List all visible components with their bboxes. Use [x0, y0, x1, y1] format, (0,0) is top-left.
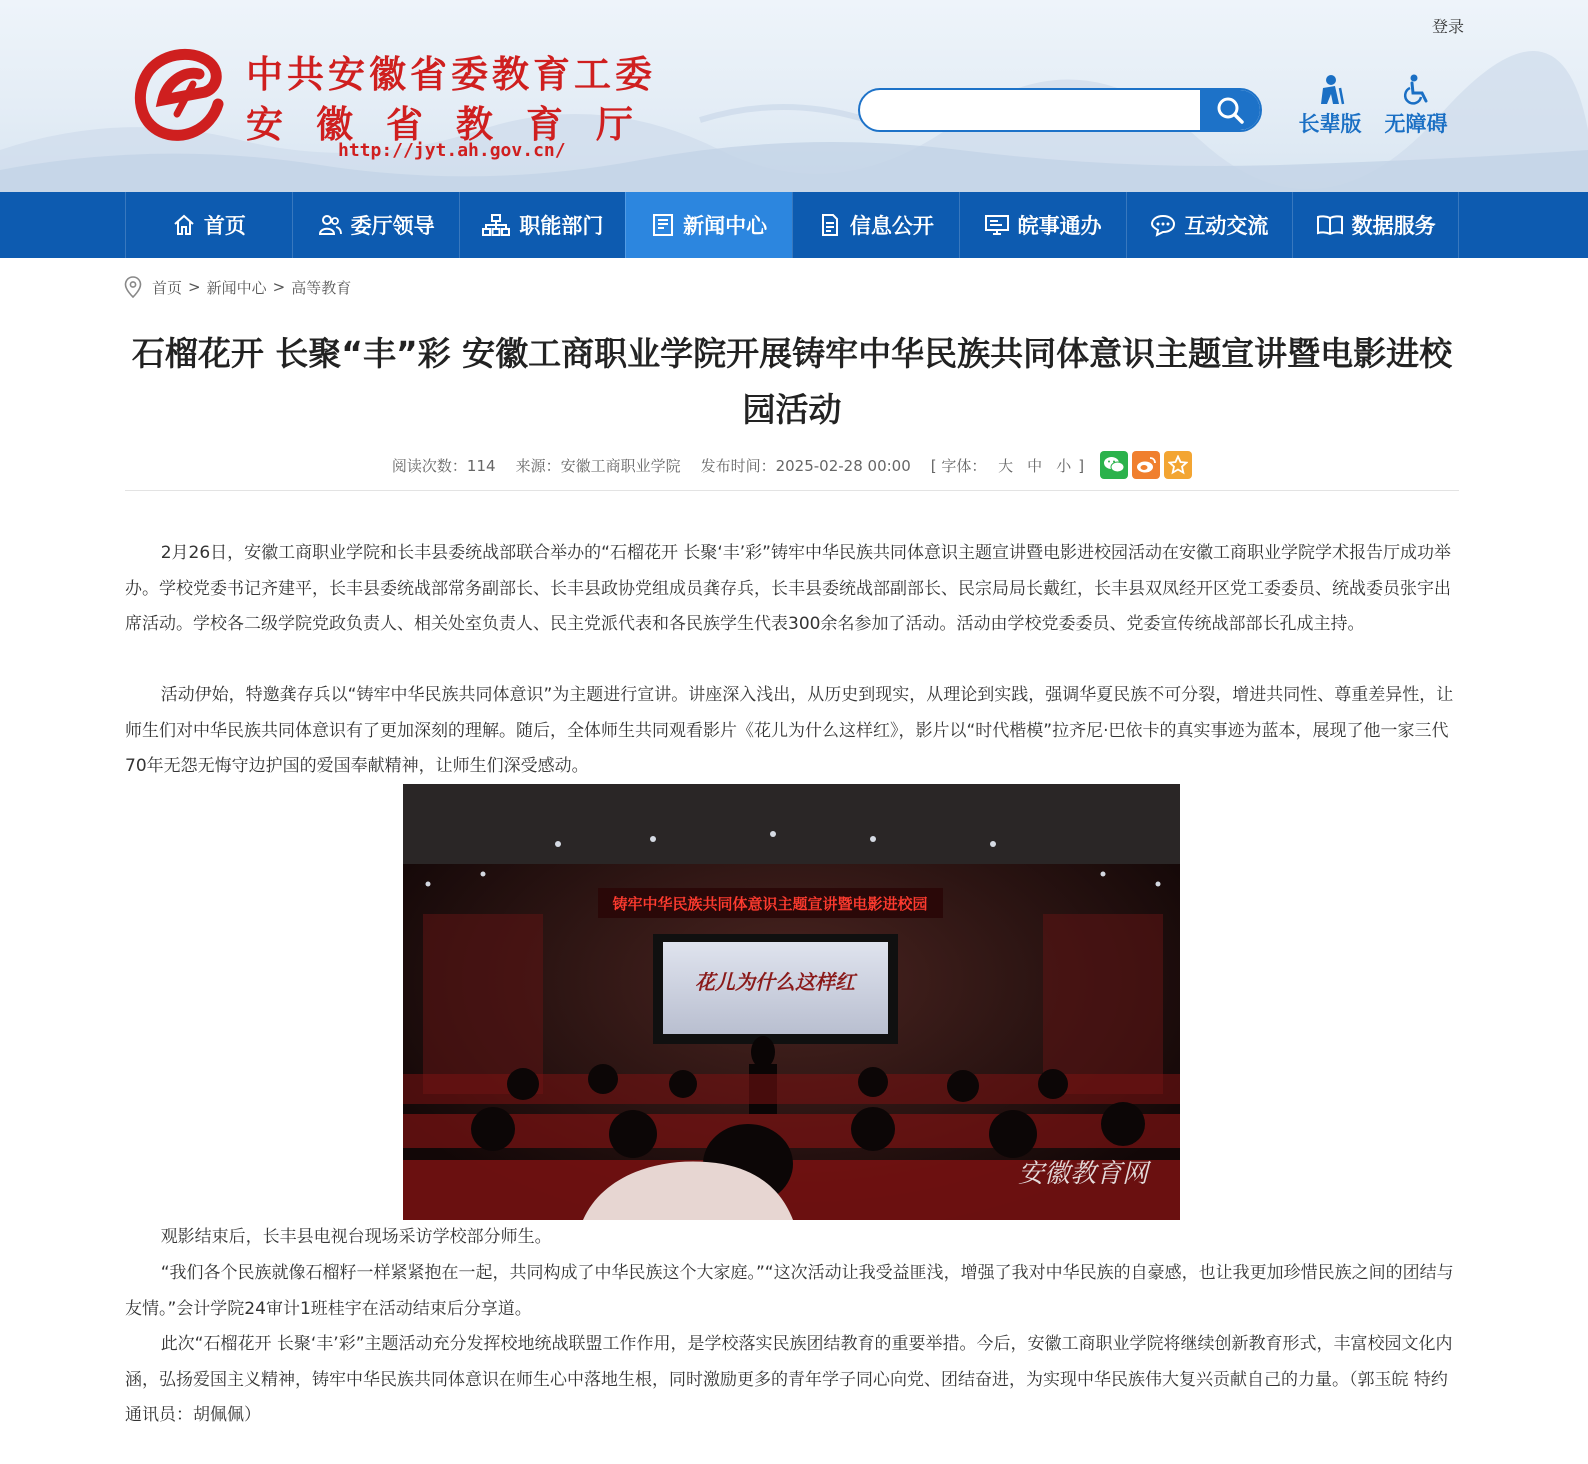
- breadcrumb-higher-education[interactable]: 高等教育: [291, 278, 352, 297]
- article-paragraph-4: “我们各个民族就像石榴籽一样紧紧抱在一起，共同构成了中华民族这个大家庭。”“这次活动让我受益匪浅，增强了我对中华民族的自豪感，也让我更加珍惜民族之间的团结与友情。”会计学院24审计1班桂宇在活动结束后分享道。: [125, 1263, 1454, 1319]
- breadcrumb: [124, 276, 351, 298]
- favorite-button[interactable]: [1164, 451, 1192, 479]
- nav-label: 皖事通办: [1017, 214, 1102, 238]
- people-icon: [317, 213, 343, 237]
- article-meta: [125, 450, 1459, 480]
- article-paragraph-5: 此次“石榴花开 长聚‘丰’彩”主题活动充分发挥校地统战联盟工作作用，是学校落实民族团结教育的重要举措。今后，安徽工商职业学院将继续创新教育形式，丰富校园文化内涵，弘扬爱国主义精神，铸牢中华民族共同体意识在师生心中落地生根，同时激励更多的青年学子同心向党、团结奋进，为实现中华民族伟大复兴贡献自己的力量。（郭玉皖 特约通讯员：胡佩佩）: [125, 1334, 1453, 1426]
- logo-title-department: 安徽省教育厅: [246, 102, 666, 146]
- article-source: 来源：安徽工商职业学院: [515, 456, 681, 475]
- elder-mode-button[interactable]: [1295, 74, 1365, 138]
- chat-icon: [1150, 213, 1176, 237]
- location-pin-icon: [124, 276, 142, 298]
- nav-item-interaction[interactable]: [1126, 192, 1293, 258]
- book-icon: [1316, 213, 1344, 237]
- site-header: [0, 0, 1588, 192]
- photo-banner-text: 铸牢中华民族共同体意识主题宣讲暨电影进校园: [612, 895, 928, 913]
- monitor-icon: [984, 213, 1010, 237]
- wheelchair-icon: [1401, 74, 1431, 106]
- star-icon: [1168, 455, 1188, 475]
- meta-divider: [125, 490, 1459, 491]
- nav-item-services[interactable]: [959, 192, 1126, 258]
- nav-label: 信息公开: [849, 214, 934, 238]
- nav-label: 互动交流: [1184, 214, 1269, 238]
- nav-label: 数据服务: [1351, 214, 1436, 238]
- photo-watermark: 安徽教育网: [1017, 1159, 1149, 1189]
- elder-mode-label: 长辈版: [1298, 112, 1362, 136]
- nav-label: 委厅领导: [350, 214, 435, 238]
- font-medium-button[interactable]: 中: [1027, 456, 1043, 475]
- article-title: 石榴花开 长聚“丰”彩 安徽工商职业学院开展铸牢中华民族共同体意识主题宣讲暨电影进校园活动: [131, 334, 1453, 429]
- share-weibo-button[interactable]: [1132, 451, 1160, 479]
- nav-item-home[interactable]: [125, 192, 292, 258]
- elder-icon: [1315, 74, 1345, 106]
- nav-item-news[interactable]: [625, 192, 792, 258]
- nav-item-departments[interactable]: [459, 192, 626, 258]
- search-button[interactable]: [1200, 90, 1260, 130]
- view-count: 阅读次数：114: [391, 456, 496, 475]
- nav-label: 新闻中心: [683, 214, 768, 238]
- logo-title-party: 中共安徽省委教育工委: [246, 52, 656, 96]
- font-size-control: [931, 455, 1084, 476]
- main-nav: [0, 192, 1588, 258]
- e-logo-icon: [133, 44, 233, 144]
- nav-item-leaders[interactable]: [292, 192, 459, 258]
- home-icon: [172, 213, 196, 237]
- accessibility-label: 无障碍: [1384, 112, 1448, 136]
- font-size-bracket: ]: [1078, 456, 1085, 475]
- org-chart-icon: [481, 213, 511, 237]
- breadcrumb-home[interactable]: 首页: [152, 278, 183, 297]
- article-paragraph-1: 2月26日，安徽工商职业学院和长丰县委统战部联合举办的“石榴花开 长聚‘丰’彩”铸牢中华民族共同体意识主题宣讲暨电影进校园活动在安徽工商职业学院学术报告厅成功举办。学校党委书记齐建平，长丰县委统战部常务副部长、长丰县政协党组成员龚存兵，长丰县委统战部副部长、民宗局局长戴红，长丰县双凤经开区党工委委员、统战委员张宇出席活动。学校各二级学院党政负责人、相关处室负责人、民主党派代表和各民族学生代表300余名参加了活动。活动由学校党委委员、党委宣传统战部部长孔成主持。: [125, 543, 1451, 635]
- breadcrumb-news[interactable]: 新闻中心: [206, 278, 267, 297]
- font-size-label: [ 字体：: [930, 456, 987, 475]
- article-paragraph-2: 活动伊始，特邀龚存兵以“铸牢中华民族共同体意识”为主题进行宣讲。讲座深入浅出，从历史到现实，从理论到实践，强调华夏民族不可分裂，增进共同性、尊重差异性，让师生们对中华民族共同体意识有了更加深刻的理解。随后，全体师生共同观看影片《花儿为什么这样红》，影片以“时代楷模”拉齐尼·巴依卡的真实事迹为蓝本，展现了他一家三代70年无怨无悔守边护国的爱国奉献精神，让师生们深受感动。: [125, 685, 1454, 777]
- share-wechat-button[interactable]: [1100, 451, 1128, 479]
- nav-item-disclosure[interactable]: [792, 192, 959, 258]
- article-photo: [403, 784, 1180, 1220]
- news-icon: [651, 213, 675, 237]
- nav-label: 职能部门: [519, 214, 604, 238]
- search-box: [858, 88, 1262, 132]
- search-icon: [1215, 95, 1245, 125]
- search-input[interactable]: [860, 90, 1202, 130]
- font-large-button[interactable]: 大: [998, 456, 1014, 475]
- accessibility-button[interactable]: [1381, 74, 1451, 138]
- logo-url: http://jyt.ah.gov.cn/: [338, 140, 566, 161]
- nav-label: 首页: [203, 214, 246, 238]
- wechat-icon: [1103, 455, 1125, 475]
- weibo-icon: [1135, 455, 1157, 475]
- auditorium-photo: [403, 784, 1180, 1220]
- document-icon: [818, 213, 842, 237]
- breadcrumb-separator: >: [272, 278, 286, 296]
- article-paragraph-3: 观影结束后，长丰县电视台现场采访学校部分师生。: [160, 1227, 552, 1247]
- login-link[interactable]: 登录: [1432, 17, 1465, 36]
- font-small-button[interactable]: 小: [1056, 456, 1072, 475]
- nav-item-data[interactable]: [1292, 192, 1459, 258]
- breadcrumb-separator: >: [188, 278, 201, 296]
- photo-screen-text: 花儿为什么这样红: [695, 970, 855, 994]
- publish-time: 发布时间：2025-02-28 00:00: [700, 456, 911, 475]
